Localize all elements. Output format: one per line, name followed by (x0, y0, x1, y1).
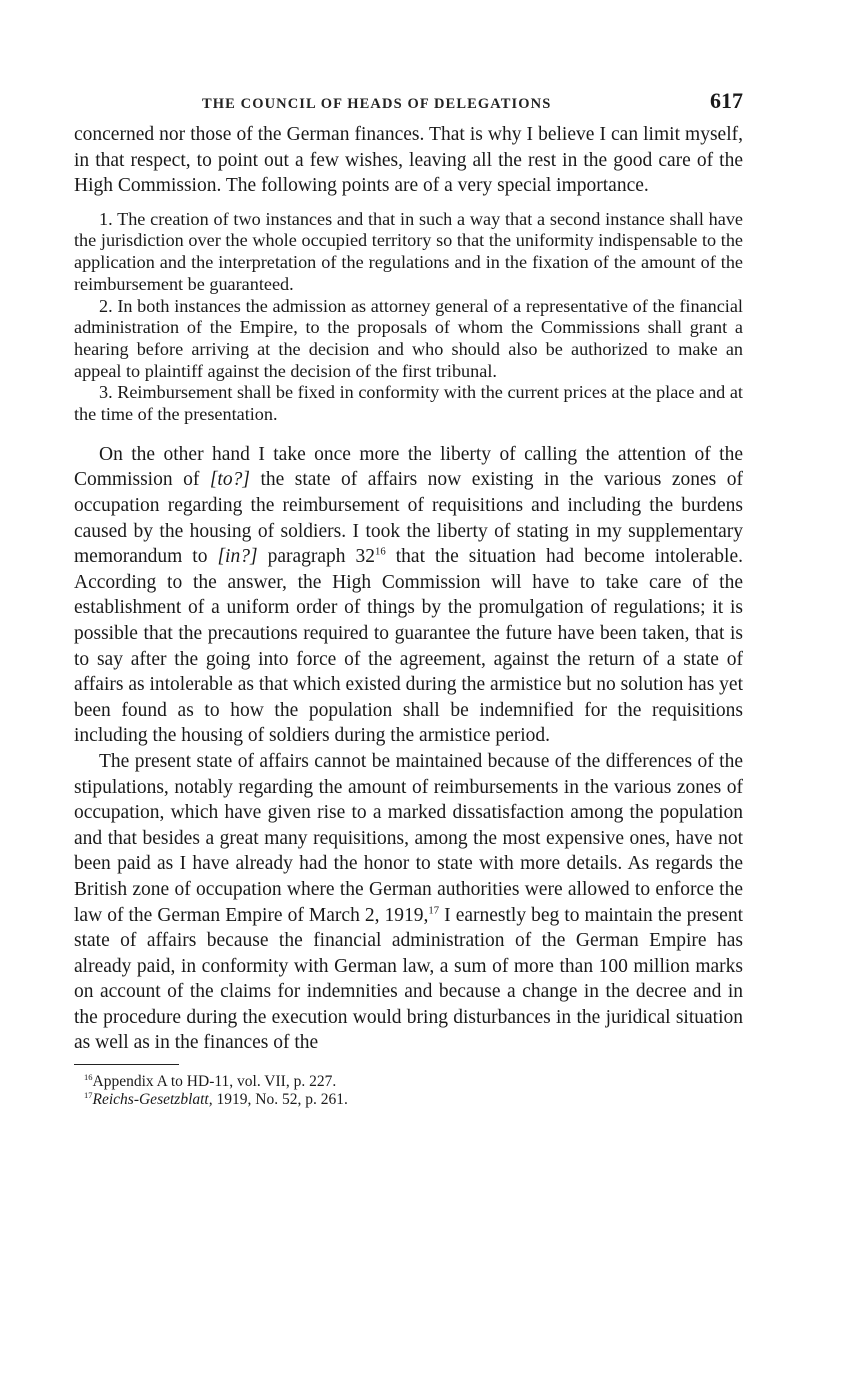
list-item: 2. In both instances the admission as attorney general of a representative of the financial administration of the Empire, to the proposals of whom the Commissions shall grant a hearing before arriving at the decision and who should also be authorized to make an appeal to plaintiff against the decision of the first tribunal. (74, 295, 743, 381)
document-page (74, 88, 743, 1109)
paragraph-requisitions (74, 442, 743, 749)
numbered-list (74, 209, 743, 426)
text-run: the state of affairs now existing in the various zones of occupation regarding the reimbursement of requisitions and including the burdens caused by the housing of soldiers. I took the liberty of stating in my supplementary memorandum to (74, 469, 743, 568)
text-run: The present state of affairs cannot be maintained because of the differences of the stipulations, notably regarding the amount of reimbursements in the various zones of occupation, which have given rise to a marked dissatisfaction among the population and that besides a great many requisitions, among the most expensive ones, have not been paid as I have already had the honor to state with more details. As regards the British zone of occupation where the German authorities were allowed to enforce the law of the German Empire of March 2, 1919, (74, 750, 743, 926)
editorial-insert: [in?] (217, 546, 258, 568)
footnote-17 (84, 1091, 743, 1109)
footnote-16 (84, 1073, 743, 1091)
text-run: paragraph 32 (257, 546, 376, 568)
footnote-number: 16 (84, 1071, 93, 1082)
footnote-ref-16[interactable]: 16 (375, 545, 386, 558)
page-header (74, 88, 743, 122)
footnote-divider (74, 1064, 179, 1065)
text-run: I earnestly beg to maintain the present state of affairs because the financial administration of the German Empire has already paid, in conformity with German law, a sum of more than 100 million marks on account of the claims for indemnities and because a change in the decree and in the procedure during the execution would bring disturbances in the juridical situation as well as in the finances of the (74, 904, 743, 1054)
list-item: 1. The creation of two instances and that in such a way that a second instance shall have the jurisdiction over the whole occupied territory so that the uniformity indispensable to the application and the interpretation of the regulations and in the fixation of the amount of the reimbursement be guaranteed. (74, 208, 743, 294)
footnotes (74, 1073, 743, 1109)
text-run: that the situation had become intolerable. According to the answer, the High Commission will have to take care of the establishment of a uniform order of things by the promulgation of regulations; it is possible that the precautions required to guarantee the future have been taken, that is to say after the going into force of the agreement, against the return of a state of affairs as intolerable as that which existed during the armistice but no solution has yet been found as to how the population shall be indemnified for the requisitions including the housing of soldiers during the armistice period. (74, 546, 743, 747)
paragraph-present-state (74, 749, 743, 1056)
footnote-ref-17[interactable]: 17 (428, 904, 440, 916)
footnote-source-title: Reichs-Gesetzblatt, (92, 1091, 213, 1109)
list-item: 3. Reimbursement shall be fixed in conformity with the current prices at the place and at the time of the presentation. (74, 382, 743, 425)
footnote-text: Appendix A to HD-11, vol. VII, p. 227. (92, 1073, 337, 1091)
page-number: 617 (710, 88, 743, 113)
running-head: THE COUNCIL OF HEADS OF DELEGATIONS (202, 96, 552, 112)
footnote-text: 1919, No. 52, p. 261. (212, 1091, 348, 1109)
editorial-insert: [to?] (209, 469, 250, 491)
footnote-number: 17 (84, 1089, 93, 1100)
text-run: On the other hand I take once more the liberty of calling the attention of the Commission of (74, 443, 743, 491)
paragraph-intro: concerned nor those of the German finances. That is why I believe I can limit myself, in that respect, to point out a few wishes, leaving all the rest in the good care of the High Commission. The following points are of a very special importance. (74, 124, 743, 197)
